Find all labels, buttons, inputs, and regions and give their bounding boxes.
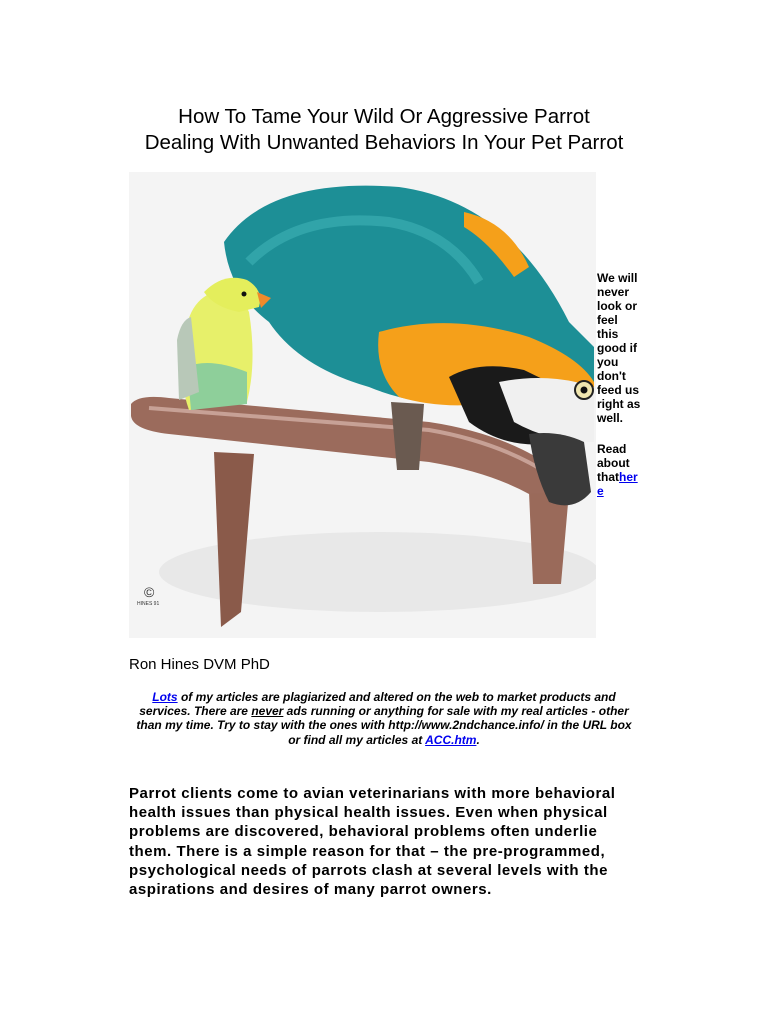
notice-part-2: ads running or anything for sale with my real articles - other than my time. Try to stay with the ones with http://www.2ndchance.info/ in the URL box or find all my articles at	[136, 704, 632, 747]
read-here-link[interactable]: here	[597, 470, 638, 498]
caption-text: We will never look or feel this good if you don't feed us right as well.	[597, 271, 641, 425]
read-prefix: Read about that	[597, 442, 630, 484]
parrots-photo	[129, 172, 596, 638]
notice-end: .	[476, 732, 480, 747]
parrots-illustration	[129, 172, 596, 638]
title-line-2: Dealing With Unwanted Behaviors In Your Pet Parrot	[144, 131, 624, 154]
never-emphasis: never	[251, 704, 284, 719]
macaw-pupil	[581, 387, 588, 394]
photo-caption	[597, 271, 641, 498]
copyright-symbol: ©	[144, 584, 155, 600]
caption-read-about	[597, 442, 641, 498]
lots-link[interactable]: Lots	[152, 690, 178, 704]
title-line-1: How To Tame Your Wild Or Aggressive Parrot	[178, 105, 590, 128]
page-title	[40, 104, 728, 156]
copyright-text: HINES 91	[137, 601, 160, 607]
plagiarism-notice	[129, 690, 639, 747]
author-name: Ron Hines DVM PhD	[129, 656, 270, 673]
macaw-foot	[391, 402, 424, 470]
notice-part-1: of my articles are plagiarized and altered on the web to market products and services. There are	[139, 690, 616, 719]
intro-paragraph: Parrot clients come to avian veterinarians with more behavioral health issues than physical health issues. Even when physical problems are discovered, behavioral problems often underlie them. There is a simple reason for that – the pre-programmed, psychological needs of parrots clash at several levels with the aspirations and desires of many parrot owners.	[129, 785, 616, 899]
budgie-eye	[242, 292, 247, 297]
acc-link[interactable]: ACC.htm	[425, 732, 477, 747]
